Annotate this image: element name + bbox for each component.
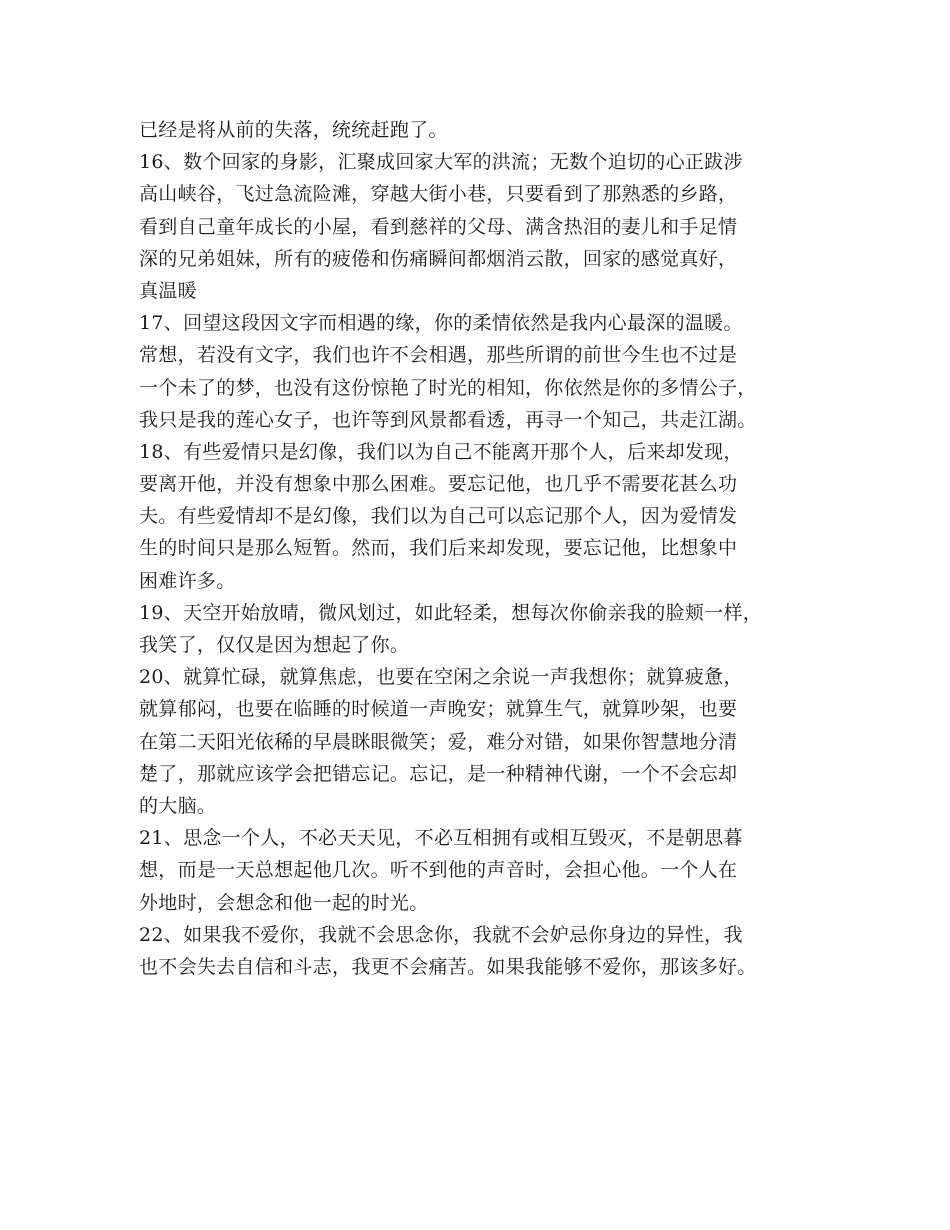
text-line: 16、数个回家的身影，汇聚成回家大军的洪流；无数个迫切的心正跋涉 (139, 151, 743, 174)
text-line: 高山峡谷，飞过急流险滩，穿越大街小巷，只要看到了那熟悉的乡路， (139, 183, 738, 206)
text-line: 楚了，那就应该学会把错忘记。忘记，是一种精神代谢，一个不会忘却 (139, 762, 738, 785)
text-line: 真温暖 (139, 279, 197, 302)
text-line: 我笑了，仅仅是因为想起了你。 (139, 634, 410, 656)
text-line: 我只是我的莲心女子，也许等到风景都看透，再寻一个知己，共走江湖。 (139, 408, 757, 431)
text-line: 困难许多。 (139, 569, 236, 592)
text-line: 一个未了的梦，也没有这份惊艳了时光的相知，你依然是你的多情公子， (139, 376, 757, 399)
text-line: 就算郁闷，也要在临睡的时候道一声晚安；就算生气，就算吵架，也要 (139, 698, 738, 721)
text-line: 生的时间只是那么短暂。然而，我们后来却发现，要忘记他，比想象中 (139, 537, 738, 560)
text-line: 要离开他，并没有想象中那么困难。要忘记他，也几乎不需要花甚么功 (139, 473, 738, 496)
text-line: 22、如果我不爱你，我就不会思念你，我就不会妒忌你身边的异性，我 (139, 923, 743, 946)
text-line: 夫。有些爱情却不是幻像，我们以为自己可以忘记那个人，因为爱情发 (139, 505, 738, 528)
text-line: 21、思念一个人，不必天天见，不必互相拥有或相互毁灭，不是朝思暮 (139, 827, 743, 850)
text-line: 17、回望这段因文字而相遇的缘，你的柔情依然是我内心最深的温暖。 (139, 312, 743, 335)
text-line: 18、有些爱情只是幻像，我们以为自己不能离开那个人，后来却发现， (139, 440, 743, 463)
text-line: 19、天空开始放晴，微风划过，如此轻柔，想每次你偷亲我的脸颊一样， (139, 601, 763, 624)
text-line: 已经是将从前的失落，统统赶跑了。 (139, 119, 448, 141)
text-line: 常想，若没有文字，我们也许不会相遇，那些所谓的前世今生也不过是 (139, 344, 738, 367)
text-line: 也不会失去自信和斗志，我更不会痛苦。如果我能够不爱你，那该多好。 (139, 955, 757, 978)
text-line: 看到自己童年成长的小屋，看到慈祥的父母、满含热泪的妻儿和手足情 (139, 215, 738, 238)
text-line: 想，而是一天总想起他几次。听不到他的声音时，会担心他。一个人在 (139, 859, 738, 882)
text-line: 外地时，会想念和他一起的时光。 (139, 891, 429, 914)
text-line: 深的兄弟姐妹，所有的疲倦和伤痛瞬间都烟消云散，回家的感觉真好， (139, 247, 738, 270)
text-line: 在第二天阳光依稀的早晨眯眼微笑；爱，难分对错，如果你智慧地分清 (139, 730, 738, 753)
text-line: 20、就算忙碌，就算焦虑，也要在空闲之余说一声我想你；就算疲惫， (139, 666, 743, 689)
text-line: 的大脑。 (139, 794, 217, 817)
document-body (139, 114, 839, 983)
